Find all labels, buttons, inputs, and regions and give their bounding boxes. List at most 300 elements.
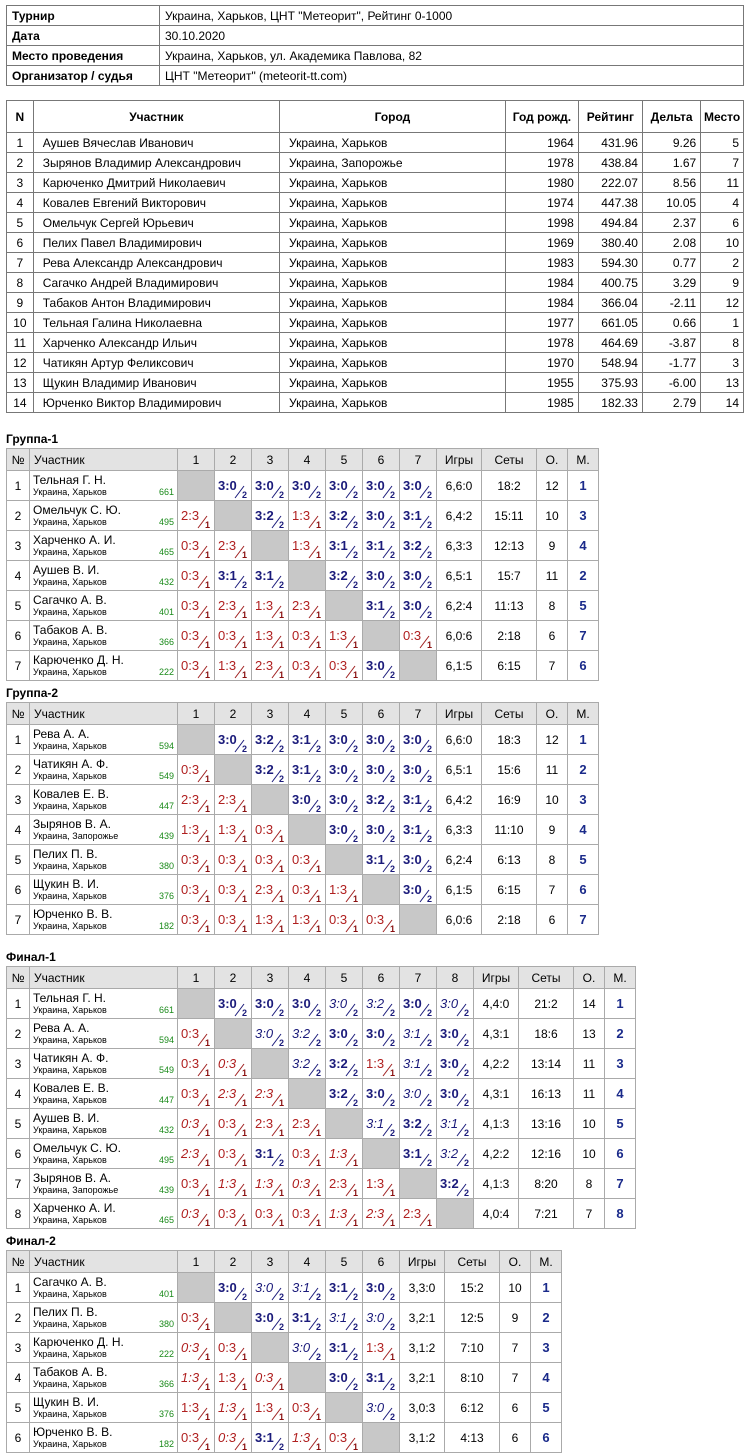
match-points: 1	[352, 640, 358, 650]
score-value: 0:3	[292, 1176, 311, 1191]
points-cell: 10	[537, 785, 568, 815]
table-cell: Украина, Харьков	[279, 333, 505, 353]
sets-cell: 6:12	[445, 1393, 500, 1423]
score-value: 3:0	[403, 996, 422, 1011]
match-score	[215, 531, 249, 560]
match-points: 1	[315, 894, 321, 904]
match-score	[215, 1423, 249, 1452]
match-score	[252, 1273, 286, 1302]
player-city: Украина, Харьков	[33, 1035, 107, 1045]
player-name: Сагачко А. В.	[33, 1275, 107, 1289]
column-header: N	[7, 101, 34, 133]
group-header	[7, 1251, 562, 1273]
player-name: Аушев В. И.	[33, 1111, 100, 1125]
score-value: 3:1	[255, 568, 274, 583]
match-points: 2	[426, 1038, 432, 1048]
score-value: 3:0	[329, 478, 348, 493]
match-points: 1	[278, 864, 284, 874]
player-cell	[30, 875, 178, 905]
match-points: 1	[204, 1128, 210, 1138]
score-value: 1:3	[181, 1400, 200, 1415]
points-cell: 14	[574, 989, 605, 1019]
match-points: 2	[426, 550, 432, 560]
match-points: 2	[389, 490, 395, 500]
table-cell: 447.38	[578, 193, 642, 213]
score-value: 3:0	[440, 1026, 459, 1041]
match-points: 1	[241, 550, 247, 560]
header-opponent: 7	[400, 449, 437, 471]
result-cell	[400, 785, 437, 815]
player-cell	[30, 1199, 178, 1229]
table-cell: 1978	[505, 333, 578, 353]
player-city: Украина, Харьков	[33, 667, 107, 677]
score-value: 1:3	[181, 822, 200, 837]
match-points: 1	[204, 1068, 210, 1078]
score-value: 2:3	[181, 1146, 200, 1161]
match-points: 2	[426, 1068, 432, 1078]
header-opponent: 1	[178, 703, 215, 725]
match-score	[289, 621, 323, 650]
result-cell	[363, 651, 400, 681]
games-cell: 4,2:2	[474, 1049, 519, 1079]
match-score	[178, 1049, 212, 1078]
score-value: 3:2	[255, 732, 274, 747]
header-games: Игры	[437, 703, 482, 725]
header-place: М.	[605, 967, 636, 989]
player-name: Харченко А. И.	[33, 533, 116, 547]
score-value: 0:3	[181, 628, 200, 643]
score-value: 3:2	[292, 1056, 311, 1071]
place-cell: 7	[605, 1169, 636, 1199]
score-value: 0:3	[218, 1056, 237, 1071]
score-value: 0:3	[292, 658, 311, 673]
header-opponent: 5	[326, 1251, 363, 1273]
match-score	[326, 1333, 360, 1362]
player-meta	[33, 667, 174, 677]
player-cell	[30, 785, 178, 815]
row-number: 1	[7, 471, 30, 501]
score-value: 3:0	[255, 996, 274, 1011]
match-score	[289, 785, 323, 814]
player-cell	[30, 1393, 178, 1423]
score-value: 3:0	[403, 852, 422, 867]
score-value: 2:3	[255, 1086, 274, 1101]
games-cell: 4,3:1	[474, 1019, 519, 1049]
match-score	[289, 905, 323, 934]
score-value: 0:3	[255, 1206, 274, 1221]
match-score	[289, 755, 323, 784]
result-cell	[215, 561, 252, 591]
match-points: 2	[315, 1038, 321, 1048]
table-cell: Украина, Харьков	[279, 293, 505, 313]
points-cell: 10	[574, 1109, 605, 1139]
points-cell: 7	[537, 875, 568, 905]
games-cell: 6,2:4	[437, 845, 482, 875]
place-cell: 2	[531, 1303, 562, 1333]
table-row	[7, 393, 744, 413]
match-points: 2	[352, 804, 358, 814]
result-cell	[289, 1423, 326, 1453]
score-value: 3:0	[218, 1280, 237, 1295]
match-score	[400, 1019, 434, 1048]
score-value: 2:3	[181, 508, 200, 523]
score-value: 3:1	[366, 1370, 385, 1385]
match-score	[252, 591, 286, 620]
table-cell: 9	[701, 273, 744, 293]
table-cell: 1969	[505, 233, 578, 253]
score-value: 0:3	[255, 1370, 274, 1385]
match-score	[437, 1049, 471, 1078]
match-score	[326, 1423, 360, 1452]
match-score	[400, 815, 434, 844]
result-cell	[363, 845, 400, 875]
row-number: 7	[7, 651, 30, 681]
place-cell: 5	[568, 845, 599, 875]
result-cell	[215, 591, 252, 621]
table-cell: 438.84	[578, 153, 642, 173]
result-cell	[400, 1139, 437, 1169]
player-meta	[33, 637, 174, 647]
score-value: 3:0	[366, 658, 385, 673]
result-cell	[252, 905, 289, 935]
match-score	[400, 1109, 434, 1138]
result-cell	[326, 501, 363, 531]
match-score	[289, 1019, 323, 1048]
match-score	[437, 1169, 471, 1198]
score-value: 3:1	[366, 1116, 385, 1131]
result-cell	[178, 531, 215, 561]
table-row	[7, 213, 744, 233]
table-row	[7, 1333, 562, 1363]
score-value: 3:0	[366, 1280, 385, 1295]
result-cell	[363, 815, 400, 845]
header-sets: Сеты	[445, 1251, 500, 1273]
player-city: Украина, Харьков	[33, 741, 107, 751]
match-score	[178, 1079, 212, 1108]
score-value: 0:3	[329, 1430, 348, 1445]
table-cell: 12	[7, 353, 34, 373]
player-name: Пелих П. В.	[33, 847, 98, 861]
score-value: 3:0	[329, 996, 348, 1011]
points-cell: 12	[537, 471, 568, 501]
match-score	[252, 875, 286, 904]
score-value: 2:3	[218, 598, 237, 613]
player-cell	[30, 651, 178, 681]
result-cell	[178, 755, 215, 785]
table-cell: 1985	[505, 393, 578, 413]
table-cell: 1977	[505, 313, 578, 333]
header-opponent: 3	[252, 1251, 289, 1273]
table-cell: 222.07	[578, 173, 642, 193]
score-value: 3:0	[403, 478, 422, 493]
row-number: 3	[7, 531, 30, 561]
table-row	[7, 253, 744, 273]
table-cell: 7	[701, 153, 744, 173]
games-cell: 4,4:0	[474, 989, 519, 1019]
match-points: 1	[241, 610, 247, 620]
match-score	[215, 1199, 249, 1228]
score-value: 2:3	[255, 1116, 274, 1131]
result-cell	[215, 785, 252, 815]
info-row	[7, 26, 744, 46]
match-score	[252, 1079, 286, 1108]
match-points: 1	[204, 834, 210, 844]
score-value: 3:0	[255, 478, 274, 493]
column-header: Место	[701, 101, 744, 133]
self-cell	[363, 621, 400, 651]
match-score	[326, 1019, 360, 1048]
match-points: 1	[352, 894, 358, 904]
result-cell	[178, 875, 215, 905]
place-cell: 2	[605, 1019, 636, 1049]
self-cell	[363, 1423, 400, 1453]
match-points: 2	[426, 580, 432, 590]
score-value: 0:3	[329, 658, 348, 673]
match-score	[178, 905, 212, 934]
match-points: 1	[241, 1382, 247, 1392]
result-cell	[289, 1333, 326, 1363]
table-row	[7, 1423, 562, 1453]
match-score	[363, 1079, 397, 1108]
match-score	[252, 1019, 286, 1048]
table-cell: Украина, Запорожье	[279, 153, 505, 173]
table-cell: 1970	[505, 353, 578, 373]
match-points: 2	[426, 1128, 432, 1138]
row-number: 2	[7, 501, 30, 531]
header-opponent: 2	[215, 449, 252, 471]
score-value: 1:3	[329, 882, 348, 897]
table-row	[7, 173, 744, 193]
match-points: 2	[278, 580, 284, 590]
table-row	[7, 725, 599, 755]
column-header: Город	[279, 101, 505, 133]
score-value: 3:0	[440, 1056, 459, 1071]
player-rating: 495	[158, 1155, 174, 1165]
match-points: 1	[204, 580, 210, 590]
match-score	[289, 1169, 323, 1198]
match-score	[215, 471, 249, 500]
match-score	[178, 1199, 212, 1228]
info-key: Дата	[7, 26, 160, 46]
points-cell: 9	[537, 815, 568, 845]
result-cell	[363, 785, 400, 815]
table-cell: Аушев Вячеслав Иванович	[33, 133, 279, 153]
match-score	[363, 501, 397, 530]
score-value: 3:0	[440, 996, 459, 1011]
sets-cell: 6:15	[482, 875, 537, 905]
result-cell	[400, 845, 437, 875]
match-points: 1	[278, 1412, 284, 1422]
match-points: 1	[204, 1412, 210, 1422]
info-key: Организатор / судья	[7, 66, 160, 86]
match-score	[363, 1363, 397, 1392]
score-value: 2:3	[218, 538, 237, 553]
player-meta	[33, 1349, 174, 1359]
result-cell	[326, 875, 363, 905]
player-meta	[33, 1155, 174, 1165]
player-rating: 439	[158, 1185, 174, 1195]
self-cell	[437, 1199, 474, 1229]
row-number: 2	[7, 755, 30, 785]
result-cell	[252, 1423, 289, 1453]
score-value: 3:1	[255, 1430, 274, 1445]
match-score	[363, 1333, 397, 1362]
result-cell	[363, 755, 400, 785]
player-meta	[33, 1215, 174, 1225]
header-opponent: 6	[363, 1251, 400, 1273]
score-value: 3:0	[329, 792, 348, 807]
score-value: 3:2	[366, 792, 385, 807]
sets-cell: 12:13	[482, 531, 537, 561]
match-points: 2	[426, 1008, 432, 1018]
table-cell: Украина, Харьков	[279, 213, 505, 233]
player-meta	[33, 1095, 174, 1105]
player-cell	[30, 989, 178, 1019]
match-points: 1	[352, 1442, 358, 1452]
sets-cell: 7:10	[445, 1333, 500, 1363]
match-score	[215, 1273, 249, 1302]
player-cell	[30, 1109, 178, 1139]
result-cell	[326, 1333, 363, 1363]
match-score	[326, 1199, 360, 1228]
match-score	[289, 1139, 323, 1168]
result-cell	[289, 471, 326, 501]
match-points: 2	[352, 834, 358, 844]
self-cell	[178, 725, 215, 755]
match-score	[400, 591, 434, 620]
result-cell	[215, 905, 252, 935]
player-cell	[30, 621, 178, 651]
score-value: 3:1	[366, 598, 385, 613]
table-cell: Щукин Владимир Иванович	[33, 373, 279, 393]
player-cell	[30, 725, 178, 755]
score-value: 1:3	[255, 1400, 274, 1415]
points-cell: 9	[500, 1303, 531, 1333]
row-number: 1	[7, 1273, 30, 1303]
score-value: 3:2	[329, 1086, 348, 1101]
match-points: 2	[426, 864, 432, 874]
score-value: 3:2	[329, 508, 348, 523]
match-score	[178, 561, 212, 590]
points-cell: 11	[574, 1079, 605, 1109]
score-value: 3:0	[366, 568, 385, 583]
player-name: Омельчук С. Ю.	[33, 503, 121, 517]
player-city: Украина, Харьков	[33, 1005, 107, 1015]
match-score	[363, 815, 397, 844]
result-cell	[215, 1423, 252, 1453]
match-score	[215, 1393, 249, 1422]
header-games: Игры	[437, 449, 482, 471]
player-name: Пелих П. В.	[33, 1305, 98, 1319]
player-name: Тельная Г. Н.	[33, 473, 107, 487]
self-cell	[215, 1303, 252, 1333]
table-row	[7, 1169, 636, 1199]
info-row	[7, 46, 744, 66]
match-points: 2	[426, 834, 432, 844]
table-row	[7, 531, 599, 561]
result-cell	[178, 815, 215, 845]
games-cell: 6,0:6	[437, 621, 482, 651]
player-city: Украина, Харьков	[33, 891, 107, 901]
player-cell	[30, 1273, 178, 1303]
table-row	[7, 193, 744, 213]
result-cell	[178, 1199, 215, 1229]
table-cell: Украина, Харьков	[279, 233, 505, 253]
match-score	[326, 651, 360, 680]
match-points: 2	[389, 1038, 395, 1048]
result-cell	[326, 471, 363, 501]
table-row	[7, 621, 599, 651]
result-cell	[215, 1169, 252, 1199]
group-header	[7, 703, 599, 725]
table-cell: Чатикян Артур Феликсович	[33, 353, 279, 373]
match-score	[326, 1169, 360, 1198]
sets-cell: 11:10	[482, 815, 537, 845]
player-rating: 447	[158, 801, 174, 811]
result-cell	[437, 989, 474, 1019]
result-cell	[289, 1109, 326, 1139]
match-score	[178, 755, 212, 784]
result-cell	[363, 1363, 400, 1393]
result-cell	[289, 875, 326, 905]
match-score	[252, 1393, 286, 1422]
score-value: 3:2	[329, 1056, 348, 1071]
match-points: 1	[426, 1218, 432, 1228]
score-value: 3:1	[329, 1310, 348, 1325]
match-points: 1	[241, 1188, 247, 1198]
sets-cell: 18:6	[519, 1019, 574, 1049]
self-cell	[215, 501, 252, 531]
match-points: 2	[426, 804, 432, 814]
score-value: 1:3	[218, 1400, 237, 1415]
points-cell: 6	[500, 1423, 531, 1453]
result-cell	[326, 755, 363, 785]
player-name: Зырянов В. А.	[33, 1171, 111, 1185]
row-number: 5	[7, 591, 30, 621]
player-meta	[33, 801, 174, 811]
table-cell: Украина, Харьков	[279, 273, 505, 293]
header-number: №	[7, 703, 30, 725]
match-score	[289, 1273, 323, 1302]
score-value: 3:0	[403, 568, 422, 583]
match-score	[363, 1199, 397, 1228]
table-cell: 375.93	[578, 373, 642, 393]
match-score	[252, 1363, 286, 1392]
match-score	[363, 785, 397, 814]
table-cell: 1	[701, 313, 744, 333]
match-points: 1	[315, 610, 321, 620]
result-cell	[363, 1303, 400, 1333]
result-cell	[363, 1333, 400, 1363]
match-score	[400, 1049, 434, 1078]
match-points: 2	[426, 744, 432, 754]
match-score	[326, 561, 360, 590]
games-cell: 3,0:3	[400, 1393, 445, 1423]
games-cell: 6,4:2	[437, 785, 482, 815]
score-value: 3:0	[366, 732, 385, 747]
header-number: №	[7, 449, 30, 471]
player-rating: 376	[158, 891, 174, 901]
match-score	[178, 1139, 212, 1168]
table-cell: 1980	[505, 173, 578, 193]
table-cell: 1978	[505, 153, 578, 173]
score-value: 0:3	[181, 1026, 200, 1041]
score-value: 1:3	[292, 1430, 311, 1445]
header-opponent: 6	[363, 967, 400, 989]
player-rating: 495	[158, 517, 174, 527]
match-score	[178, 1169, 212, 1198]
table-row	[7, 1199, 636, 1229]
